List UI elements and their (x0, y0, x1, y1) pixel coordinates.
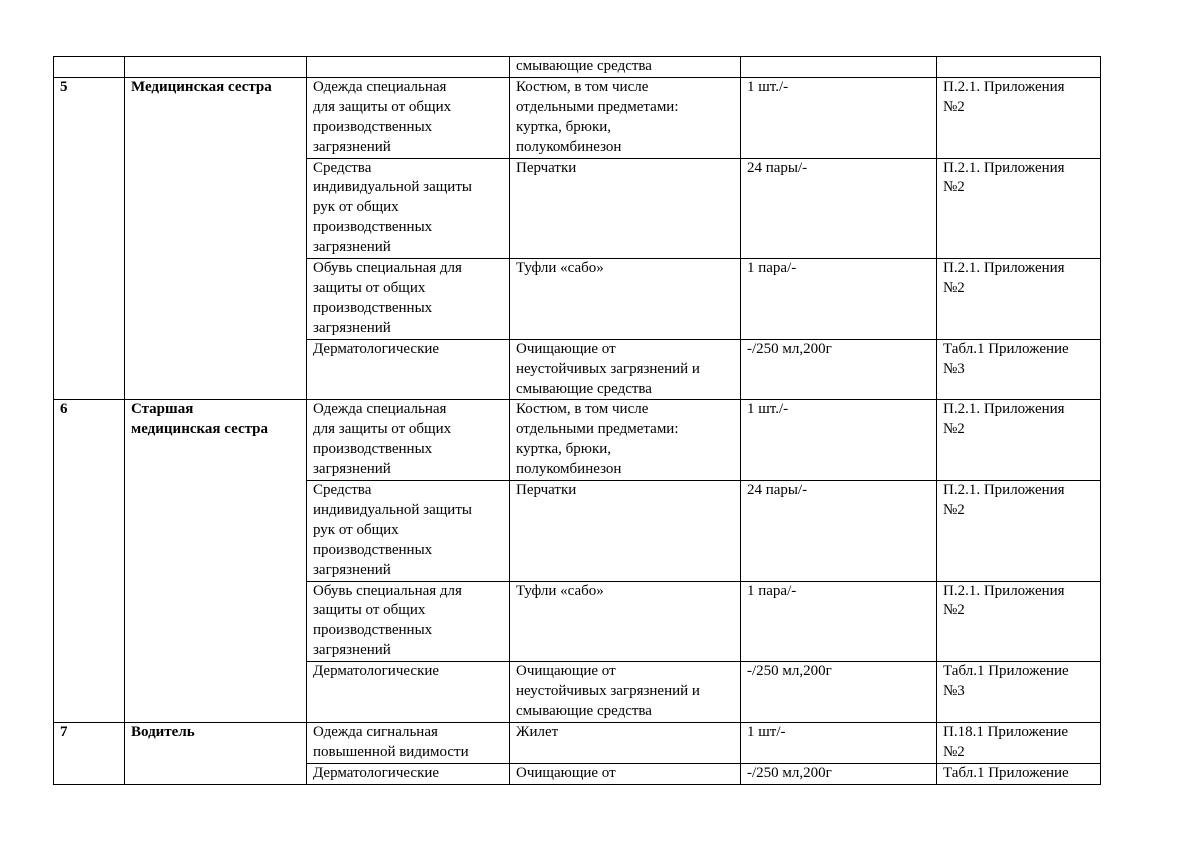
role-cell: Водитель (125, 722, 307, 784)
norm-cell: 1 пара/- (741, 581, 937, 662)
ppe-norms-table (53, 56, 1101, 785)
ref-cell (937, 57, 1101, 78)
type-cell: Средства индивидуальной защиты рук от общих производственных загрязнений (307, 158, 510, 259)
item-cell: Перчатки (510, 158, 741, 259)
ref-cell: Табл.1 Приложение (937, 763, 1101, 784)
table-row (54, 722, 1101, 763)
item-cell: Туфли «сабо» (510, 581, 741, 662)
norm-cell: 24 пары/- (741, 158, 937, 259)
item-cell: Костюм, в том числе отдельными предметами: куртка, брюки, полукомбинезон (510, 400, 741, 481)
norm-cell: 1 пара/- (741, 259, 937, 340)
item-cell: Очищающие от неустойчивых загрязнений и смывающие средства (510, 339, 741, 400)
norm-cell: 1 шт./- (741, 400, 937, 481)
ref-cell: П.18.1 Приложение №2 (937, 722, 1101, 763)
num-cell: 5 (54, 77, 125, 400)
table-row (54, 400, 1101, 481)
item-cell: Костюм, в том числе отдельными предметами: куртка, брюки, полукомбинезон (510, 77, 741, 158)
ref-cell: П.2.1. Приложения №2 (937, 581, 1101, 662)
type-cell: Обувь специальная для защиты от общих производственных загрязнений (307, 259, 510, 340)
ref-cell: П.2.1. Приложения №2 (937, 77, 1101, 158)
norm-cell: -/250 мл,200г (741, 339, 937, 400)
item-cell: Туфли «сабо» (510, 259, 741, 340)
type-cell: Средства индивидуальной защиты рук от общих производственных загрязнений (307, 481, 510, 582)
type-cell: Одежда специальная для защиты от общих производственных загрязнений (307, 77, 510, 158)
type-cell: Одежда сигнальная повышенной видимости (307, 722, 510, 763)
type-cell: Дерматологические (307, 339, 510, 400)
table-row (54, 57, 1101, 78)
ref-cell: П.2.1. Приложения №2 (937, 259, 1101, 340)
ref-cell: Табл.1 Приложение №3 (937, 339, 1101, 400)
item-cell: Жилет (510, 722, 741, 763)
type-cell: Дерматологические (307, 763, 510, 784)
type-cell: Дерматологические (307, 662, 510, 723)
norm-cell (741, 57, 937, 78)
item-cell: Очищающие от неустойчивых загрязнений и смывающие средства (510, 662, 741, 723)
type-cell (307, 57, 510, 78)
norm-cell: 24 пары/- (741, 481, 937, 582)
num-cell: 7 (54, 722, 125, 784)
ref-cell: Табл.1 Приложение №3 (937, 662, 1101, 723)
num-cell (54, 57, 125, 78)
role-cell: Старшая медицинская сестра (125, 400, 307, 723)
type-cell: Обувь специальная для защиты от общих производственных загрязнений (307, 581, 510, 662)
ref-cell: П.2.1. Приложения №2 (937, 158, 1101, 259)
role-cell: Медицинская сестра (125, 77, 307, 400)
role-cell (125, 57, 307, 78)
norm-cell: -/250 мл,200г (741, 662, 937, 723)
ref-cell: П.2.1. Приложения №2 (937, 400, 1101, 481)
item-cell: Перчатки (510, 481, 741, 582)
num-cell: 6 (54, 400, 125, 723)
norm-cell: -/250 мл,200г (741, 763, 937, 784)
table-row (54, 77, 1101, 158)
item-cell: Очищающие от (510, 763, 741, 784)
ref-cell: П.2.1. Приложения №2 (937, 481, 1101, 582)
norm-cell: 1 шт./- (741, 77, 937, 158)
item-cell: смывающие средства (510, 57, 741, 78)
type-cell: Одежда специальная для защиты от общих производственных загрязнений (307, 400, 510, 481)
norm-cell: 1 шт/- (741, 722, 937, 763)
